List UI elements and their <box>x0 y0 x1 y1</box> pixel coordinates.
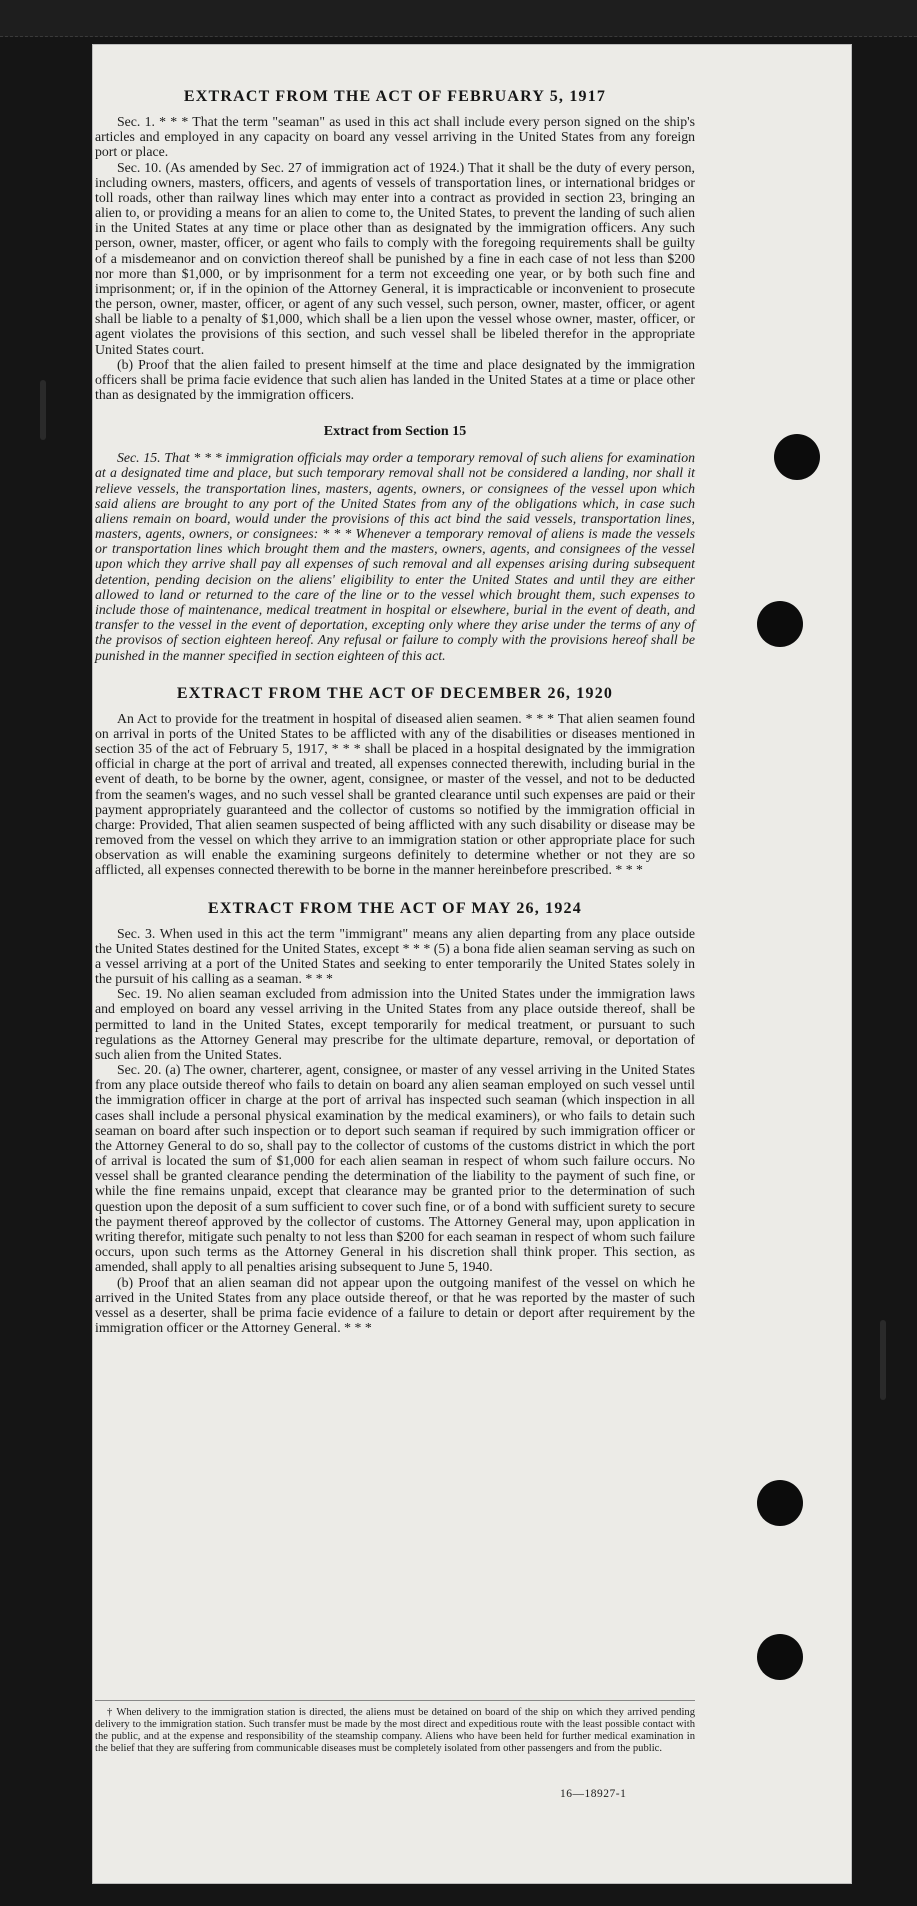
scan-smudge <box>40 380 46 440</box>
footnote-text: † When delivery to the immigration station is directed, the aliens must be detained on board of the ship on which they arrived pending delivery to the immigration station. Such transfer must be made by the most direct and expeditious route with the least possible contact with the public, and at the expense and responsibility of the steamship company. Aliens who have been held for further medical examination in the belief that they are suffering from communicable diseases must be completely isolated from other passengers and from the public. <box>95 1707 695 1754</box>
scan-smudge <box>880 1320 886 1400</box>
paragraph: Sec. 3. When used in this act the term "immigrant" means any alien departing from any place outside the United States destined for the United States, except * * * (5) a bona fide alien seaman serving as such on a vessel arriving at a port of the United States and seeking to enter temporarily the United States solely in the pursuit of his calling as a seaman. * * * <box>95 925 695 987</box>
paragraph: Sec. 19. No alien seaman excluded from admission into the United States under the immigration laws and employed on board any vessel arriving in the United States from any place outside thereof, shall be permitted to land in the United States, except temporarily for medical treatment, or pursuant to such regulations as the Attorney General may prescribe for the ultimate departure, removal, or deportation of such alien from the United States. <box>95 986 695 1062</box>
heading-act-1920: EXTRACT FROM THE ACT OF DECEMBER 26, 1920 <box>176 684 614 702</box>
paragraph: (b) Proof that the alien failed to present himself at the time and place designated by the immigration officers shall be prima facie evidence that such alien has landed in the United States at a time or place other than as designated by the immigration officers. <box>95 356 695 403</box>
heading-section-15: Extract from Section 15 <box>323 424 467 440</box>
punch-hole <box>774 434 820 480</box>
heading-act-1917: EXTRACT FROM THE ACT OF FEBRUARY 5, 1917 <box>183 88 607 105</box>
scan-border <box>0 0 917 37</box>
paragraph: Sec. 20. (a) The owner, charterer, agent, consignee, or master of any vessel arriving in the United States from any place outside thereof who fails to detain on board any alien seaman employed on such vessel until the immigration officer in charge at the port of arrival has inspected such seaman (which inspection in all cases shall include a personal physical examination by the medical examiners), or who fails to detain such seaman on board after such inspection or to deport such seaman if required by such immigration officer or the Attorney General to do so, shall pay to the collector of customs of the customs district in which the port of arrival is located the sum of $1,000 for each alien seaman in respect of whom such failure occurs. No vessel shall be granted clearance pending the determination of the liability to the payment of such fine, or while the fine remains unpaid, except that clearance may be granted prior to the determination of such question upon the deposit of a sum sufficient to cover such fine, or of a bond with sufficient surety to secure the payment thereof approved by the collector of customs. The Attorney General may, upon application in writing therefor, mitigate such penalty to not less than $200 for each seaman in respect of whom such failure occurs, upon such terms as the Attorney General in his discretion shall think proper. This section, as amended, shall apply to all penalties arising subsequent to June 5, 1940. <box>95 1062 695 1275</box>
punch-hole <box>757 1480 803 1526</box>
heading-act-1924: EXTRACT FROM THE ACT OF MAY 26, 1924 <box>208 899 582 917</box>
punch-hole <box>757 601 803 647</box>
footnote <box>95 1700 695 1754</box>
paragraph: Sec. 10. (As amended by Sec. 27 of immigration act of 1924.) That it shall be the duty of every person, including owners, masters, officers, and agents of vessels of transportation lines, or international bridges or toll roads, other than railway lines which may enter into a contract as provided in section 23, bringing an alien to, or providing a means for an alien to come to, the United States, to prevent the landing of such alien in the United States at any time or place other than as designated by the immigration officers. Any such person, owner, master, officer, or agent who fails to comply with the foregoing requirements shall be guilty of a misdemeanor and on conviction thereof shall be punished by a fine in each case of not less than $200 nor more than $1,000, or by imprisonment for a term not exceeding one year, or by both such fine and imprisonment; or, if in the opinion of the Attorney General, it is impracticable or inconvenient to prosecute the person, owner, master, officer, or agent of any such vessel, such person, owner, master, officer, or agent shall be liable to a penalty of $1,000, which shall be a lien upon the vessel whose owner, master, officer, or agent violates the provisions of this section, and such vessel shall be libeled therefor in the appropriate United States court. <box>95 159 695 357</box>
section-15 <box>95 424 695 662</box>
form-code: 16—18927-1 <box>560 1788 627 1800</box>
paragraph: (b) Proof that an alien seaman did not appear upon the outgoing manifest of the vessel on which he arrived in the United States from any place outside thereof, or that he was reported by the master of such vessel as a deserter, shall be prima facie evidence of a failure to detain or deport after requirement by the immigration officer or the Attorney General. * * * <box>95 1274 695 1336</box>
paragraph: Sec. 1. * * * That the term "seaman" as used in this act shall include every person signed on the ship's articles and employed in any capacity on board any vessel arriving in the United States from any foreign port or place. <box>95 114 695 160</box>
paragraph: Sec. 15. That * * * immigration officials may order a temporary removal of such aliens for examination at a designated time and place, but such temporary removal shall not be considered a landing, nor shall it relieve vessels, the transportation lines, masters, agents, owners, or consignees of the vessel upon which said aliens are brought to any port of the United States from any of the obligations which, in case such aliens remain on board, would under the provisions of this act bind the said vessels, transportation lines, masters, agents, owners, or consignees: * * * Whenever a temporary removal of aliens is made the vessels or transportation lines which brought them and the masters, owners, agents, and consignees of the vessel upon which they arrive shall pay all expenses of such removal and all expenses arising during subsequent detention, pending decision on the aliens' eligibility to enter the United States and until they are either allowed to land or returned to the care of the line or to the vessel which brought them, such expenses to include those of maintenance, medical treatment in hospital or elsewhere, burial in the event of death, and transfer to the vessel in the event of deportation, excepting only where they arise under the terms of any of the provisos of section eighteen hereof. Any refusal or failure to comply with the provisions hereof shall be punished in the manner specified in section eighteen of this act. <box>95 450 695 663</box>
punch-hole <box>757 1634 803 1680</box>
section-act-1924 <box>95 900 695 1336</box>
document-body <box>95 88 695 1357</box>
section-act-1920 <box>95 685 695 878</box>
paragraph: An Act to provide for the treatment in hospital of diseased alien seamen. * * * That alien seamen found on arrival in ports of the United States to be afflicted with any of the disabilities or diseases mentioned in section 35 of the act of February 5, 1917, * * * shall be placed in a hospital designated by the immigration official in charge at the port of arrival and treated, all expenses connected therewith, including burial in the event of death, to be borne by the owner, agent, consignee, or master of the vessel, and not to be deducted from the seamen's wages, and no such vessel shall be granted clearance until such expenses are paid or their payment appropriately guaranteed and the collector of customs so notified by the immigration official in charge: Provided, That alien seamen suspected of being afflicted with any such disability or disease may be removed from the vessel on which they arrive to an immigration station or other appropriate place for such observation as will enable the examining surgeons definitely to determine whether or not they are so afflicted, all expenses connected therewith to be borne in the manner hereinbefore prescribed. * * * <box>95 710 695 878</box>
section-act-1917 <box>95 88 695 402</box>
